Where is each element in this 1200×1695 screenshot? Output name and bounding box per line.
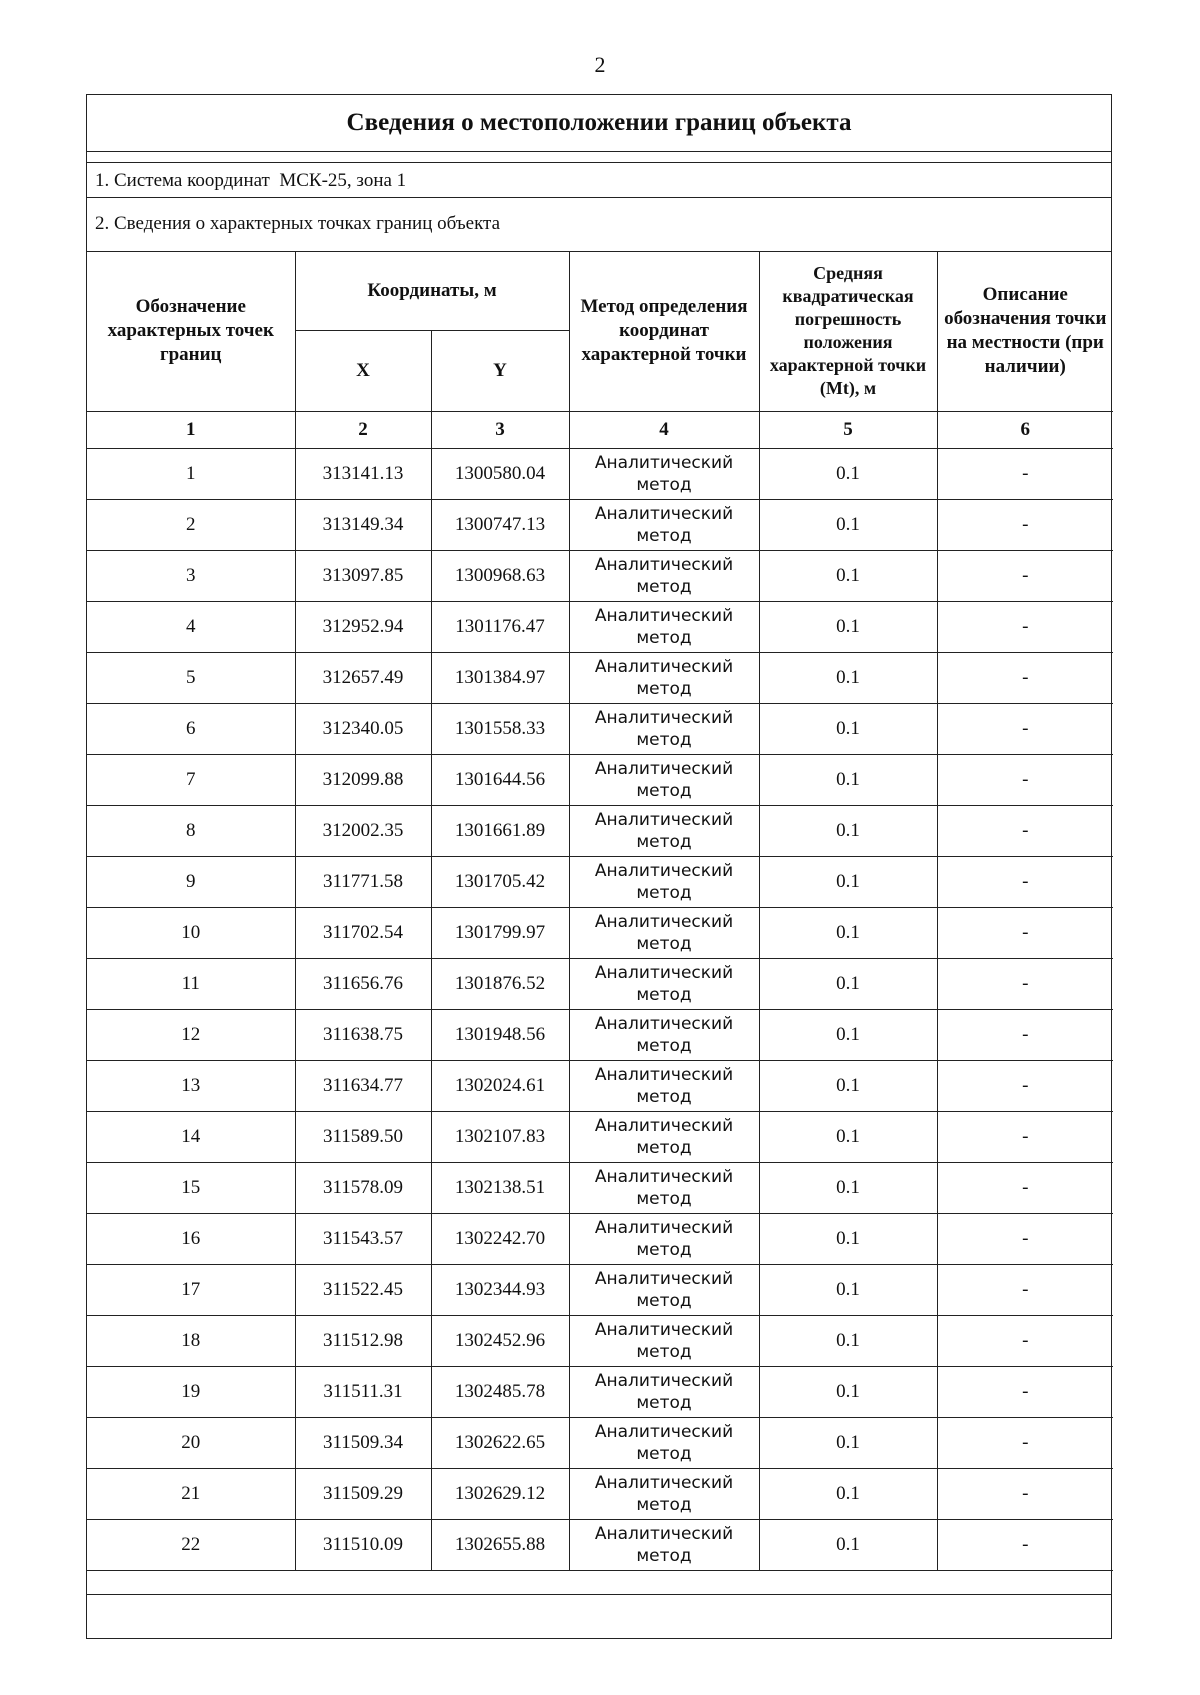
x-coordinate-cell: 311771.58 [295,856,431,907]
table-row [87,907,1113,958]
method-cell [569,907,759,958]
method-cell [569,1417,759,1468]
y-coordinate-cell: 1302452.96 [431,1315,569,1366]
method-line-1: Аналитический [594,1421,734,1442]
column-number: 5 [759,411,937,448]
point-number-cell: 12 [87,1009,295,1060]
table-row [87,1162,1113,1213]
column-number: 2 [295,411,431,448]
table-row [87,652,1113,703]
table-row [87,1417,1113,1468]
spacer-row [87,152,1111,163]
y-coordinate-cell: 1301176.47 [431,601,569,652]
method-cell [569,448,759,499]
header-mean-error: Средняя квадратическая погрешность положения характерной точки (Mt), м [759,252,937,411]
table-row [87,805,1113,856]
method-line-2: метод [636,1290,692,1311]
x-coordinate-cell: 311702.54 [295,907,431,958]
method-line-1: Аналитический [594,707,734,728]
table-row [87,958,1113,1009]
method-line-1: Аналитический [594,503,734,524]
x-coordinate-cell: 311634.77 [295,1060,431,1111]
method-line-2: метод [636,831,692,852]
table-row [87,601,1113,652]
method-cell [569,550,759,601]
point-number-cell: 1 [87,448,295,499]
x-coordinate-cell: 311512.98 [295,1315,431,1366]
point-number-cell: 9 [87,856,295,907]
x-coordinate-cell: 312002.35 [295,805,431,856]
point-number-cell: 21 [87,1468,295,1519]
y-coordinate-cell: 1302629.12 [431,1468,569,1519]
description-cell: - [937,1111,1113,1162]
y-coordinate-cell: 1301705.42 [431,856,569,907]
y-coordinate-cell: 1302242.70 [431,1213,569,1264]
method-cell [569,1111,759,1162]
method-line-1: Аналитический [594,911,734,932]
column-number: 1 [87,411,295,448]
method-cell [569,1009,759,1060]
mean-error-cell: 0.1 [759,805,937,856]
x-coordinate-cell: 312340.05 [295,703,431,754]
table-row [87,550,1113,601]
point-number-cell: 10 [87,907,295,958]
description-cell: - [937,1060,1113,1111]
method-line-1: Аналитический [594,1370,734,1391]
method-line-2: метод [636,1494,692,1515]
mean-error-cell: 0.1 [759,1366,937,1417]
method-line-1: Аналитический [594,605,734,626]
x-coordinate-cell: 312099.88 [295,754,431,805]
point-number-cell: 17 [87,1264,295,1315]
mean-error-cell: 0.1 [759,1213,937,1264]
x-coordinate-cell: 311543.57 [295,1213,431,1264]
method-line-2: метод [636,882,692,903]
y-coordinate-cell: 1302024.61 [431,1060,569,1111]
description-cell: - [937,856,1113,907]
description-cell: - [937,499,1113,550]
method-line-2: метод [636,1545,692,1566]
document-frame [86,94,1112,1639]
method-cell [569,958,759,1009]
method-line-2: метод [636,1086,692,1107]
method-line-1: Аналитический [594,452,734,473]
method-line-1: Аналитический [594,554,734,575]
x-coordinate-cell: 313149.34 [295,499,431,550]
method-cell [569,1315,759,1366]
description-cell: - [937,601,1113,652]
coordinate-system-row [87,163,1111,198]
method-cell [569,1366,759,1417]
section-title: Сведения о местоположении границ объекта [87,95,1111,152]
method-cell [569,1213,759,1264]
mean-error-cell: 0.1 [759,1111,937,1162]
y-coordinate-cell: 1301876.52 [431,958,569,1009]
x-coordinate-cell: 313141.13 [295,448,431,499]
description-cell: - [937,703,1113,754]
method-cell [569,1468,759,1519]
mean-error-cell: 0.1 [759,601,937,652]
method-cell [569,805,759,856]
y-coordinate-cell: 1301644.56 [431,754,569,805]
x-coordinate-cell: 311589.50 [295,1111,431,1162]
mean-error-cell: 0.1 [759,1060,937,1111]
mean-error-cell: 0.1 [759,1264,937,1315]
method-line-2: метод [636,1035,692,1056]
method-cell [569,1519,759,1570]
method-line-1: Аналитический [594,1166,734,1187]
method-cell [569,703,759,754]
description-cell: - [937,805,1113,856]
point-number-cell: 20 [87,1417,295,1468]
column-number: 3 [431,411,569,448]
method-line-2: метод [636,576,692,597]
method-line-1: Аналитический [594,809,734,830]
empty-footer-row [87,1571,1111,1595]
mean-error-cell: 0.1 [759,1468,937,1519]
method-line-1: Аналитический [594,962,734,983]
method-line-1: Аналитический [594,1523,734,1544]
table-row [87,1264,1113,1315]
table-row [87,1213,1113,1264]
x-coordinate-cell: 311510.09 [295,1519,431,1570]
method-cell [569,1264,759,1315]
mean-error-cell: 0.1 [759,958,937,1009]
point-number-cell: 13 [87,1060,295,1111]
x-coordinate-cell: 311638.75 [295,1009,431,1060]
method-line-1: Аналитический [594,1115,734,1136]
table-row [87,1468,1113,1519]
description-cell: - [937,550,1113,601]
header-description: Описание обозначения точки на местности (при наличии) [937,252,1113,411]
x-coordinate-cell: 311509.29 [295,1468,431,1519]
mean-error-cell: 0.1 [759,1315,937,1366]
method-cell [569,601,759,652]
column-numbers-row [87,411,1113,448]
point-number-cell: 19 [87,1366,295,1417]
method-line-2: метод [636,1443,692,1464]
description-cell: - [937,1366,1113,1417]
method-line-1: Аналитический [594,758,734,779]
y-coordinate-cell: 1302138.51 [431,1162,569,1213]
point-number-cell: 3 [87,550,295,601]
mean-error-cell: 0.1 [759,754,937,805]
mean-error-cell: 0.1 [759,703,937,754]
mean-error-cell: 0.1 [759,550,937,601]
method-line-2: метод [636,1188,692,1209]
mean-error-cell: 0.1 [759,856,937,907]
method-line-2: метод [636,678,692,699]
method-line-2: метод [636,1392,692,1413]
mean-error-cell: 0.1 [759,499,937,550]
points-info-label: 2. Сведения о характерных точках границ объекта [95,213,501,234]
coordinate-system-value: МСК-25, зона 1 [279,170,407,191]
method-line-1: Аналитический [594,1268,734,1289]
column-number: 6 [937,411,1113,448]
x-coordinate-cell: 313097.85 [295,550,431,601]
method-line-2: метод [636,1239,692,1260]
method-line-2: метод [636,1341,692,1362]
x-coordinate-cell: 311511.31 [295,1366,431,1417]
description-cell: - [937,907,1113,958]
mean-error-cell: 0.1 [759,652,937,703]
description-cell: - [937,1519,1113,1570]
x-coordinate-cell: 311522.45 [295,1264,431,1315]
method-line-1: Аналитический [594,1319,734,1340]
table-row [87,1060,1113,1111]
method-line-1: Аналитический [594,1064,734,1085]
point-number-cell: 4 [87,601,295,652]
mean-error-cell: 0.1 [759,1162,937,1213]
method-line-1: Аналитический [594,1217,734,1238]
description-cell: - [937,652,1113,703]
method-cell [569,856,759,907]
y-coordinate-cell: 1302485.78 [431,1366,569,1417]
description-cell: - [937,754,1113,805]
y-coordinate-cell: 1300747.13 [431,499,569,550]
table-row [87,1366,1113,1417]
method-line-2: метод [636,525,692,546]
description-cell: - [937,1264,1113,1315]
method-line-2: метод [636,1137,692,1158]
method-line-1: Аналитический [594,1013,734,1034]
y-coordinate-cell: 1301384.97 [431,652,569,703]
y-coordinate-cell: 1300968.63 [431,550,569,601]
mean-error-cell: 0.1 [759,448,937,499]
mean-error-cell: 0.1 [759,1417,937,1468]
method-line-1: Аналитический [594,656,734,677]
method-cell [569,754,759,805]
y-coordinate-cell: 1301558.33 [431,703,569,754]
description-cell: - [937,448,1113,499]
method-cell [569,499,759,550]
description-cell: - [937,1162,1113,1213]
y-coordinate-cell: 1301661.89 [431,805,569,856]
point-number-cell: 5 [87,652,295,703]
mean-error-cell: 0.1 [759,907,937,958]
point-number-cell: 8 [87,805,295,856]
point-number-cell: 16 [87,1213,295,1264]
table-row [87,499,1113,550]
method-line-2: метод [636,627,692,648]
header-y: Y [431,330,569,411]
description-cell: - [937,1417,1113,1468]
table-row [87,856,1113,907]
x-coordinate-cell: 312657.49 [295,652,431,703]
x-coordinate-cell: 311509.34 [295,1417,431,1468]
point-number-cell: 2 [87,499,295,550]
points-table-body [87,448,1113,1570]
table-row [87,1519,1113,1570]
description-cell: - [937,1468,1113,1519]
point-number-cell: 18 [87,1315,295,1366]
method-line-2: метод [636,474,692,495]
method-line-2: метод [636,729,692,750]
description-cell: - [937,1009,1113,1060]
description-cell: - [937,1213,1113,1264]
column-number: 4 [569,411,759,448]
table-row [87,1009,1113,1060]
method-line-2: метод [636,933,692,954]
header-point-designation: Обозначение характерных точек границ [87,252,295,411]
point-number-cell: 7 [87,754,295,805]
table-row [87,1111,1113,1162]
y-coordinate-cell: 1301799.97 [431,907,569,958]
method-line-1: Аналитический [594,1472,734,1493]
method-cell [569,1060,759,1111]
y-coordinate-cell: 1302622.65 [431,1417,569,1468]
point-number-cell: 6 [87,703,295,754]
x-coordinate-cell: 311578.09 [295,1162,431,1213]
y-coordinate-cell: 1302344.93 [431,1264,569,1315]
mean-error-cell: 0.1 [759,1009,937,1060]
method-line-2: метод [636,780,692,801]
mean-error-cell: 0.1 [759,1519,937,1570]
y-coordinate-cell: 1301948.56 [431,1009,569,1060]
description-cell: - [937,958,1113,1009]
method-cell [569,1162,759,1213]
x-coordinate-cell: 312952.94 [295,601,431,652]
page-number: 2 [594,52,606,77]
method-cell [569,652,759,703]
point-number-cell: 11 [87,958,295,1009]
table-row [87,703,1113,754]
header-coordinates: Координаты, м [295,252,569,330]
points-info-row [87,198,1111,252]
point-number-cell: 14 [87,1111,295,1162]
table-row [87,1315,1113,1366]
point-number-cell: 15 [87,1162,295,1213]
description-cell: - [937,1315,1113,1366]
table-row [87,754,1113,805]
y-coordinate-cell: 1302655.88 [431,1519,569,1570]
table-row [87,448,1113,499]
y-coordinate-cell: 1302107.83 [431,1111,569,1162]
coordinate-system-label: 1. Система координат [95,170,270,191]
method-line-1: Аналитический [594,860,734,881]
x-coordinate-cell: 311656.76 [295,958,431,1009]
header-x: X [295,330,431,411]
header-method: Метод определения координат характерной точки [569,252,759,411]
point-number-cell: 22 [87,1519,295,1570]
method-line-2: метод [636,984,692,1005]
boundary-points-table [87,252,1113,1571]
y-coordinate-cell: 1300580.04 [431,448,569,499]
